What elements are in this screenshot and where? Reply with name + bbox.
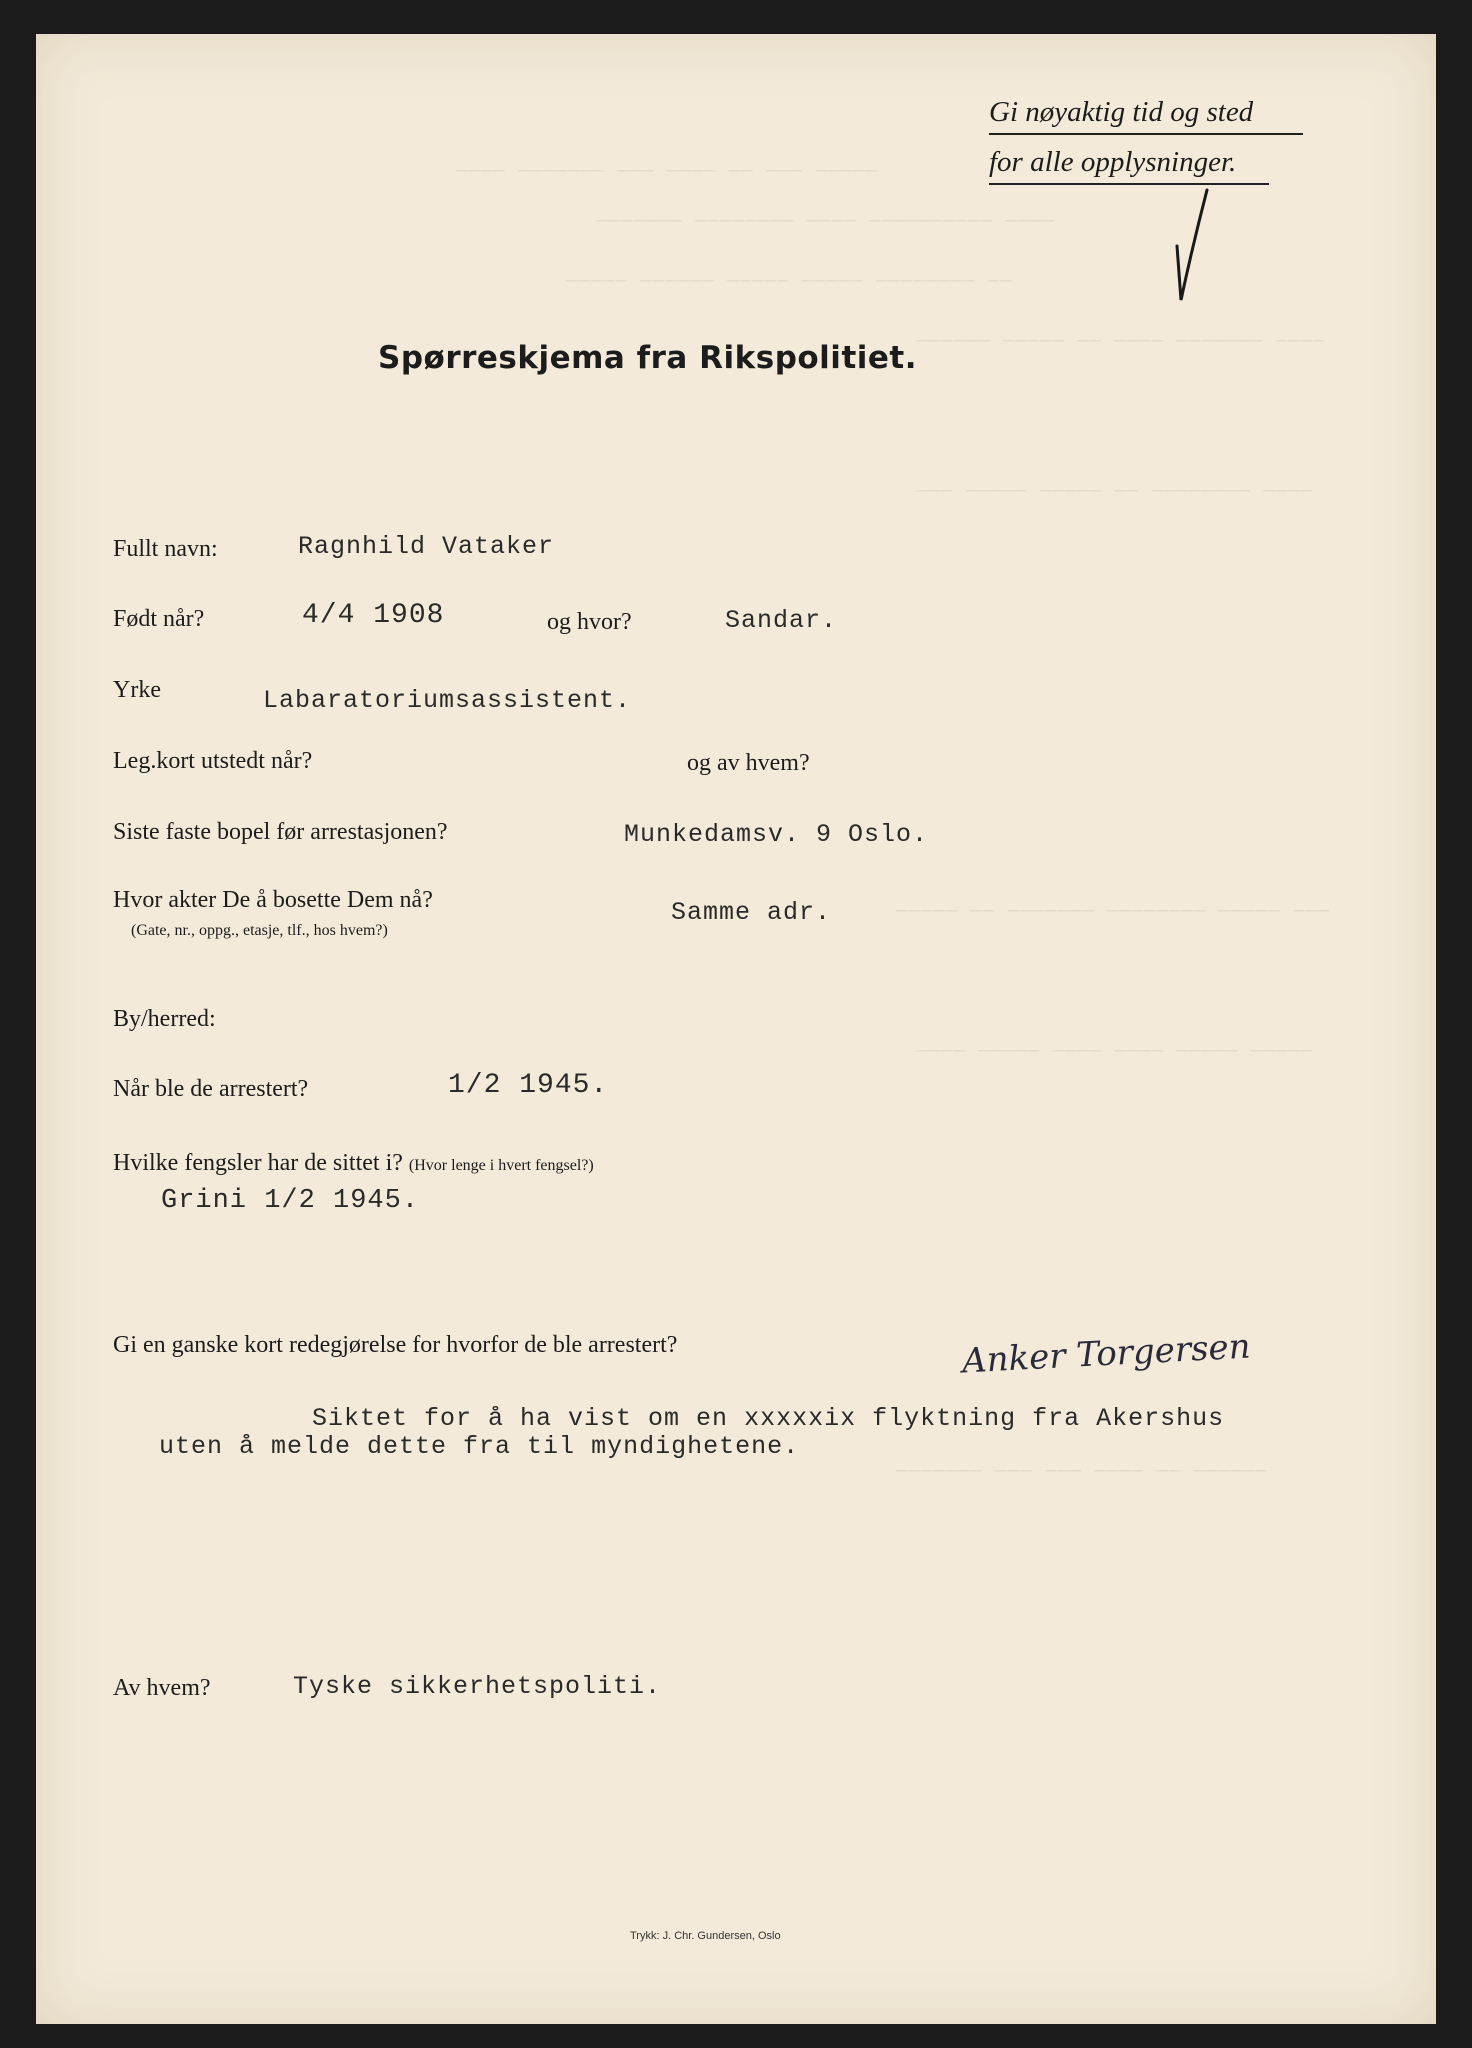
bleed-through-text: ——— ————— ————— —— ———————— ———— [916,480,1313,502]
bleed-through-text: ———— ——————— ——— ———— —— ——— ————— [456,160,878,182]
born-where-value: Sandar. [725,606,838,635]
future-residence-hint: (Gate, nr., oppg., etasje, tlf., hos hvem?) [131,922,388,939]
full-name-label: Fullt navn: [113,536,218,562]
born-when-label: Født når? [113,606,205,632]
instruction-note-line2: for alle opplysninger. [989,146,1269,185]
born-where-label: og hvor? [547,609,632,635]
legcard-issued-label: Leg.kort utstedt når? [113,748,313,774]
bleed-through-text: ————— —— ——————— ———————— ————— ——— [896,900,1331,922]
bleed-through-text: ——————— ——— ——— ———— —— —————— [896,1460,1269,1482]
prisons-question: Hvilke fengsler har de sittet i? [113,1150,403,1176]
check-mark-icon [1171,184,1211,314]
printer-footer: Trykk: J. Chr. Gundersen, Oslo [630,1930,781,1942]
arrest-reason-label: Gi en ganske kort redegjørelse for hvorfor de ble arrestert? [113,1332,678,1358]
document-page [36,34,1436,2024]
arrest-date-label: Når ble de arrestert? [113,1076,309,1102]
arrest-date-value: 1/2 1945. [448,1070,609,1101]
arrested-by-label: Av hvem? [113,1675,211,1701]
prisons-value: Grini 1/2 1945. [161,1186,420,1216]
legcard-issued-by-label: og av hvem? [687,750,810,776]
city-label: By/herred: [113,1006,216,1032]
future-residence-label: Hvor akter De å bosette Dem nå? [113,887,433,913]
handwritten-signature: Anker Torgersen [961,1326,1252,1382]
arrest-reason-line1: Siktet for å ha vist om en xxxxxix flyktning fra Akershus [312,1404,1225,1433]
last-residence-value: Munkedamsv. 9 Oslo. [624,820,929,849]
bleed-through-text: ——————— ———————— ———— —————————— ———— [596,210,1055,232]
bleed-through-text: —————— ————— —— ———— ——————— ———— [916,330,1326,352]
bleed-through-text: ————— —————— ————— ————— ———————— —— [566,270,1013,292]
born-when-value: 4/4 1908 [302,600,445,631]
prisons-label [113,1150,594,1177]
form-title: Spørreskjema fra Rikspolitiet. [378,340,918,376]
bleed-through-text: ———— ————— ———— ———— ————— ————— [916,1040,1313,1062]
occupation-label: Yrke [113,677,161,703]
instruction-note-line1: Gi nøyaktig tid og sted [989,96,1303,135]
arrested-by-value: Tyske sikkerhetspoliti. [293,1672,662,1701]
occupation-value: Labaratoriumsassistent. [263,686,632,715]
full-name-value: Ragnhild Vataker [298,532,555,561]
prisons-hint: (Hvor lenge i hvert fengsel?) [408,1157,594,1174]
future-residence-value: Samme adr. [671,898,832,927]
last-residence-label: Siste faste bopel før arrestasjonen? [113,819,448,845]
arrest-reason-line2: uten å melde dette fra til myndighetene. [159,1432,800,1461]
